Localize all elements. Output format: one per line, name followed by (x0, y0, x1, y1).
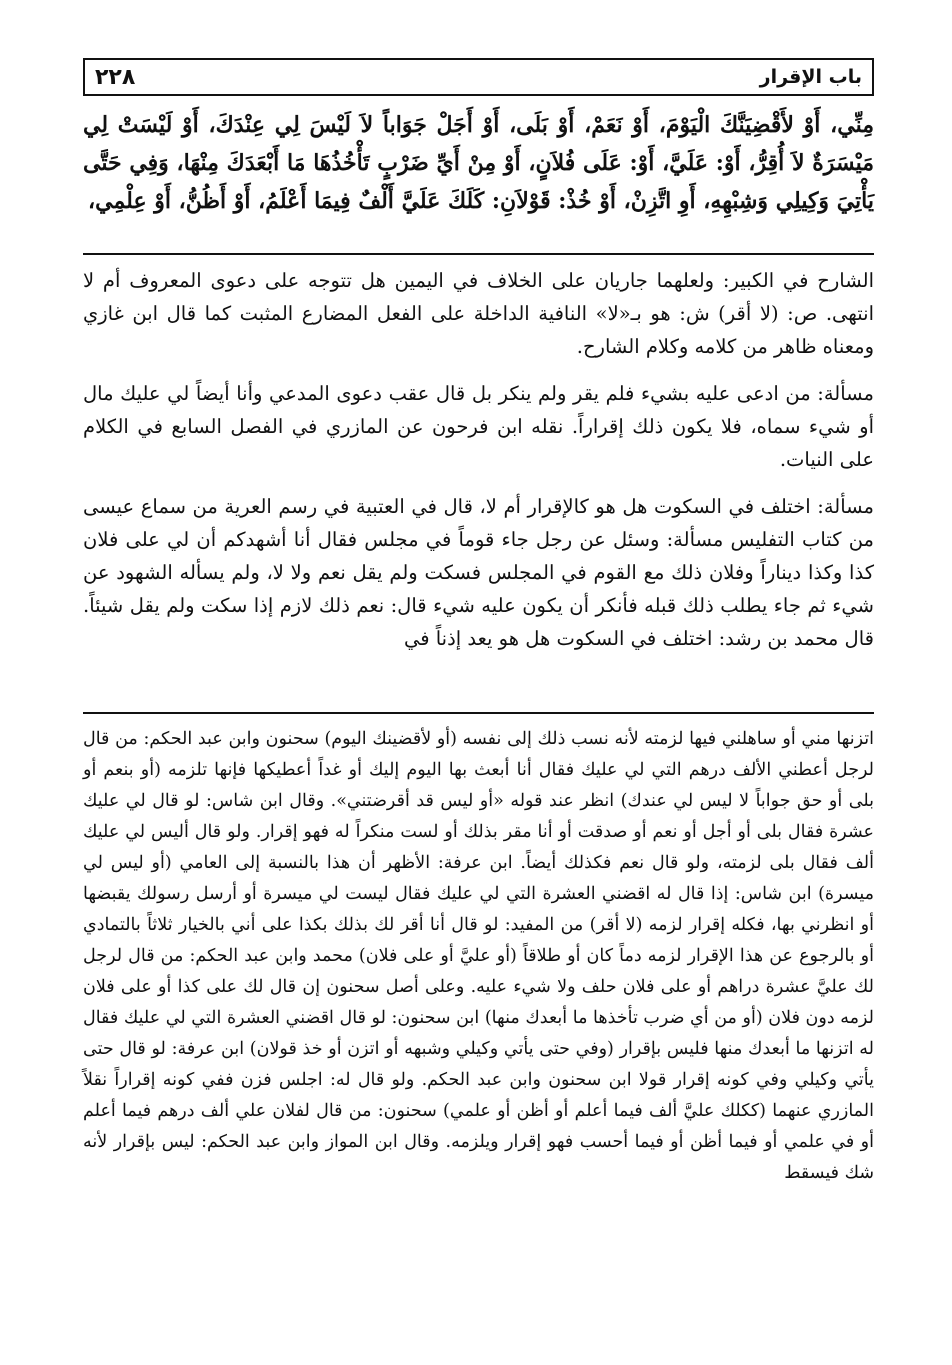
main-text-paragraph: مِنِّي، أَوْ لأَقْضِيَنَّكَ الْيَوْمَ، أَوْ نَعَمْ، أَوْ بَلَى، أَوْ أَجَلْ جَوَاباً لاَ لَيْسَ لِي عِنْدَكَ، أَوْ لَيْسَتْ لِي مَيْسَرَةٌ لاَ أُقِرُّ، أَوْ: عَلَيَّ، أَوْ: عَلَى فُلاَنٍ، أَوْ مِنْ أَيِّ ضَرْبٍ تَأْخُذُهَا مَا أَبْعَدَكَ مِنْهَا، وَفِي حَتَّى يَأْتِيَ وَكِيلِي وَشِبْهِهِ، أَوِ اتَّزِنْ، أَوْ خُذْ: قَوْلاَنِ: كَلَكَ عَلَيَّ أَلْفٌ فِيمَا أَعْلَمُ، أَوْ أَظُنُّ، أَوْ عِلْمِي، (83, 112, 874, 214)
page-number: ٢٢٨ (95, 64, 136, 90)
commentary (83, 264, 874, 669)
footnotes-paragraph: اتزنها مني أو ساهلني فيها لزمته لأنه نسب ذلك إلى نفسه (أو لأقضينك اليوم) سحنون وابن عبد الحكم: من قال لرجل أعطني الألف درهم التي لي عليك فقال أنا أبعث بها اليوم إليك أو غداً أعطيكها فإنها تلزمه (أو بنعم أو بلى أو حق جواباً لا ليس لي عندك) انظر عند قوله «أو ليس قد أقرضتني». وقال ابن شاس: لو قال لي عليك عشرة فقال بلى أو أجل أو نعم أو صدقت أو أنا مقر بذلك أو لست منكراً له فهو إقرار. ولو قال أليس لي عليك ألف فقال بلى لزمته، ولو قال نعم فكذلك أيضاً. ابن عرفة: الأظهر أن هذا بالنسبة إلى العامي (أو ليس لي ميسرة) ابن شاس: إذا قال له اقضني العشرة التي لي عليك فقال ليست لي ميسرة أو أرسل رسولك يقبضها أو انظرني بها، فكله إقرار لزمه (لا أقر) من المفيد: لو قال أنا أقر لك بذلك بكذا على أني بالخيار ثلاثاً بالتمادي أو بالرجوع عن هذا الإقرار لزمه دماً كان أو طلاقاً (أو عليَّ أو على فلان) محمد وابن عبد الحكم: من قال لرجل لك عليَّ عشرة دراهم أو على فلان حلف ولا شيء عليه. وعلى أصل سحنون إن قال لك على كذا أو على فلان لزمه دون فلان (أو من أي ضرب تأخذها ما أبعدك منها) ابن سحنون: لو قال اقضني العشرة التي لي عليك فقال له اتزنها ما أبعدك منها فليس بإقرار (وفي حتى يأتي وكيلي وشبهه أو اتزن أو خذ قولان) ابن عرفة: لو قال حتى يأتي وكيلي وفي كونه إقرار قولا ابن سحنون وابن عبد الحكم. ولو قال له: اجلس فزن ففي كونه إقراراً نقلاً المازري عنهما (ككلك عليَّ ألف فيما أعلم أو أظن أو علمي) سحنون: من قال لفلان علي ألف درهم فيما أعلم أو في علمي أو فيما أظن أو فيما أحسب فهو إقرار ويلزمه. وقال ابن المواز وابن عبد الحكم: ليس بإقرار لأنه شك فيسقط (83, 729, 874, 1183)
divider-top (83, 253, 874, 255)
footnotes (83, 724, 874, 1189)
divider-bottom (83, 712, 874, 714)
commentary-paragraph: مسألة: من ادعى عليه بشيء فلم يقر ولم ينكر بل قال عقب دعوى المدعي وأنا أيضاً لي عليك مال أو شيء سماه، فلا يكون ذلك إقراراً. نقله ابن فرحون عن المازري في الفصل السابع في الكلام على النيات. (83, 382, 874, 471)
commentary-paragraph: مسألة: اختلف في السكوت هل هو كالإقرار أم لا، قال في العتبية في رسم العرية من سماع عيسى من كتاب التفليس مسألة: وسئل عن رجل جاء قوماً في مجلس فقال أنا أشهدكم أن لي على فلان كذا وكذا ديناراً وفلان ذلك مع القوم في المجلس فسكت ولم يقل نعم ولا لا، ولم يسأله الشهود عن شيء ثم جاء يطلب ذلك قبله فأنكر أن يكون عليه شيء قال: نعم ذلك لازم إذا سكت ولم يقل شيئاً. قال محمد بن رشد: اختلف في السكوت هل هو يعد إذناً في (83, 495, 874, 650)
chapter-title: باب الإقرار (759, 66, 862, 88)
commentary-paragraph: الشارح في الكبير: ولعلهما جاريان على الخلاف في اليمين هل تتوجه على دعوى المعروف أم لا انتهى. ص: (لا أقر) ش: هو بـ«لا» النافية الداخلة على الفعل المضارع المثبت كما قال ابن غازي ومعناه ظاهر من كلامه وكلام الشارح. (83, 269, 874, 358)
main-text (83, 106, 874, 220)
page-header (83, 58, 874, 96)
